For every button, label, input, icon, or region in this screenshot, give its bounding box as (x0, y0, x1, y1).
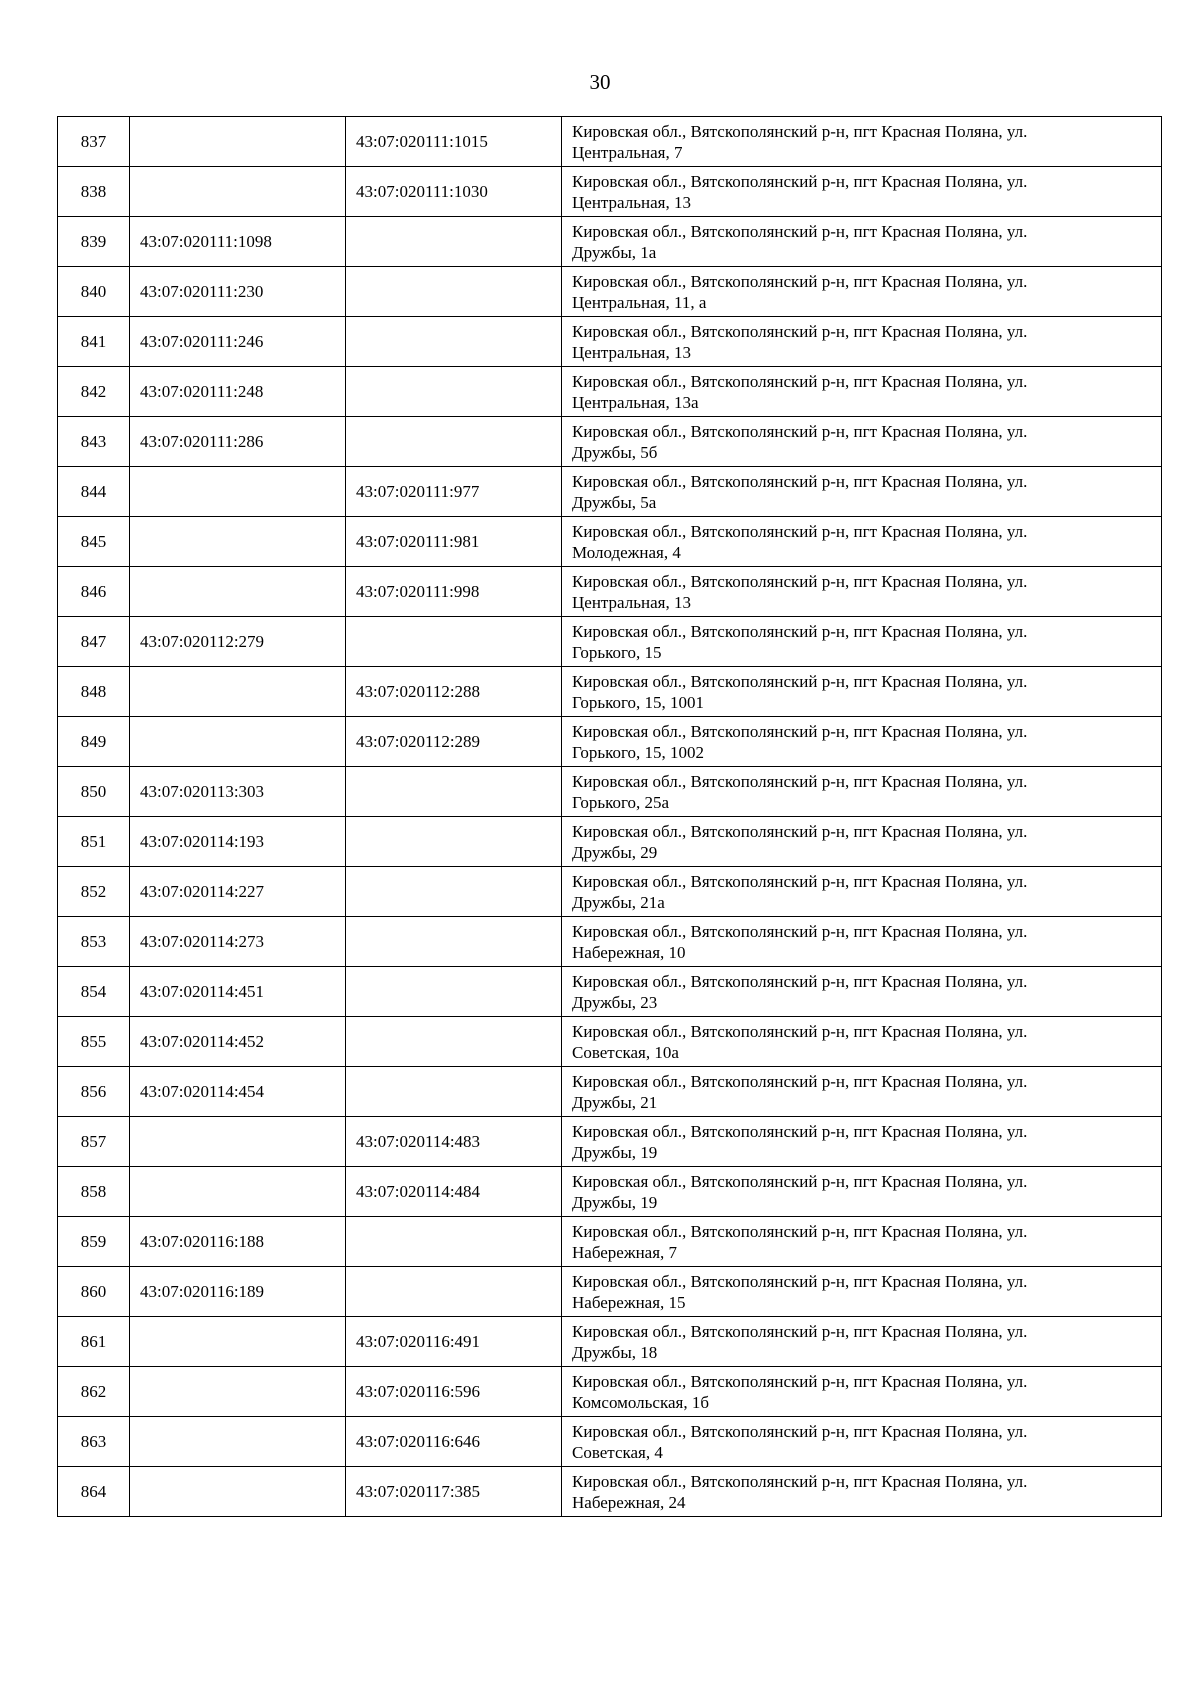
cadastral-number-b-cell: 43:07:020112:288 (346, 667, 562, 717)
cadastral-number-b-cell (346, 1267, 562, 1317)
address-line-2: Горького, 15, 1001 (572, 692, 705, 712)
cadastral-number-b-cell (346, 417, 562, 467)
row-number-cell: 860 (58, 1267, 130, 1317)
table-row (58, 167, 1162, 217)
address-line-1: Кировская обл., Вятскополянский р-н, пгт Красная Поляна, ул. (572, 1271, 1028, 1291)
address-cell (562, 317, 1162, 367)
table-row (58, 467, 1162, 517)
cadastral-number-b-cell: 43:07:020111:998 (346, 567, 562, 617)
cadastral-number-b-cell: 43:07:020116:646 (346, 1417, 562, 1467)
address-cell (562, 817, 1162, 867)
cadastral-number-a-cell (130, 467, 346, 517)
cadastral-number-a-cell: 43:07:020112:279 (130, 617, 346, 667)
address-line-2: Дружбы, 23 (572, 992, 658, 1012)
table-row (58, 1417, 1162, 1467)
address-line-2: Дружбы, 1а (572, 242, 657, 262)
address-line-2: Дружбы, 21 (572, 1092, 658, 1112)
address-cell (562, 417, 1162, 467)
address-cell (562, 467, 1162, 517)
address-line-2: Центральная, 13а (572, 392, 699, 412)
cadastral-number-b-cell: 43:07:020111:981 (346, 517, 562, 567)
cadastral-number-a-cell: 43:07:020111:246 (130, 317, 346, 367)
cadastral-number-a-cell (130, 1317, 346, 1367)
table-row (58, 517, 1162, 567)
address-line-1: Кировская обл., Вятскополянский р-н, пгт Красная Поляна, ул. (572, 621, 1028, 641)
cadastral-number-b-cell (346, 367, 562, 417)
cadastral-number-a-cell: 43:07:020111:230 (130, 267, 346, 317)
address-line-1: Кировская обл., Вятскополянский р-н, пгт Красная Поляна, ул. (572, 271, 1028, 291)
cadastral-number-b-cell: 43:07:020111:977 (346, 467, 562, 517)
table-row (58, 1217, 1162, 1267)
address-cell (562, 717, 1162, 767)
row-number-cell: 848 (58, 667, 130, 717)
cadastral-number-b-cell: 43:07:020116:596 (346, 1367, 562, 1417)
cadastral-number-b-cell: 43:07:020111:1030 (346, 167, 562, 217)
address-cell (562, 617, 1162, 667)
table-row (58, 367, 1162, 417)
address-line-1: Кировская обл., Вятскополянский р-н, пгт Красная Поляна, ул. (572, 821, 1028, 841)
address-line-2: Дружбы, 18 (572, 1342, 658, 1362)
cadastral-number-a-cell (130, 1467, 346, 1517)
cadastral-number-a-cell: 43:07:020114:454 (130, 1067, 346, 1117)
address-line-2: Дружбы, 19 (572, 1192, 658, 1212)
cadastral-number-b-cell (346, 617, 562, 667)
address-cell (562, 1317, 1162, 1367)
table-row (58, 1017, 1162, 1067)
cadastral-number-a-cell: 43:07:020114:227 (130, 867, 346, 917)
cadastral-number-b-cell: 43:07:020111:1015 (346, 117, 562, 167)
table-row (58, 867, 1162, 917)
address-cell (562, 1417, 1162, 1467)
address-line-2: Набережная, 7 (572, 1242, 678, 1262)
page-number: 30 (589, 70, 611, 94)
table-row (58, 917, 1162, 967)
address-cell (562, 167, 1162, 217)
cadastral-number-b-cell (346, 917, 562, 967)
address-cell (562, 1217, 1162, 1267)
address-line-2: Советская, 10а (572, 1042, 679, 1062)
table-row (58, 267, 1162, 317)
address-line-1: Кировская обл., Вятскополянский р-н, пгт Красная Поляна, ул. (572, 571, 1028, 591)
cadastral-number-a-cell (130, 517, 346, 567)
registry-table (57, 116, 1162, 1517)
address-line-1: Кировская обл., Вятскополянский р-н, пгт Красная Поляна, ул. (572, 1171, 1028, 1191)
row-number-cell: 854 (58, 967, 130, 1017)
address-line-2: Советская, 4 (572, 1442, 663, 1462)
address-line-2: Горького, 15, 1002 (572, 742, 705, 762)
address-cell (562, 667, 1162, 717)
address-cell (562, 1167, 1162, 1217)
row-number-cell: 837 (58, 117, 130, 167)
address-line-2: Центральная, 13 (572, 592, 691, 612)
table-row (58, 617, 1162, 667)
row-number-cell: 845 (58, 517, 130, 567)
row-number-cell: 855 (58, 1017, 130, 1067)
address-line-2: Дружбы, 5б (572, 442, 658, 462)
address-line-2: Набережная, 24 (572, 1492, 686, 1512)
cadastral-number-a-cell: 43:07:020114:452 (130, 1017, 346, 1067)
address-line-1: Кировская обл., Вятскополянский р-н, пгт Красная Поляна, ул. (572, 521, 1028, 541)
row-number-cell: 851 (58, 817, 130, 867)
cadastral-number-a-cell: 43:07:020114:193 (130, 817, 346, 867)
cadastral-number-a-cell: 43:07:020113:303 (130, 767, 346, 817)
address-line-1: Кировская обл., Вятскополянский р-н, пгт Красная Поляна, ул. (572, 921, 1028, 941)
row-number-cell: 850 (58, 767, 130, 817)
address-line-2: Горького, 15 (572, 642, 662, 662)
address-line-1: Кировская обл., Вятскополянский р-н, пгт Красная Поляна, ул. (572, 871, 1028, 891)
address-line-2: Центральная, 13 (572, 192, 691, 212)
cadastral-number-a-cell (130, 167, 346, 217)
address-line-2: Набережная, 15 (572, 1292, 686, 1312)
cadastral-number-b-cell (346, 767, 562, 817)
address-cell (562, 767, 1162, 817)
registry-table-body (58, 117, 1162, 1517)
table-row (58, 817, 1162, 867)
address-cell (562, 267, 1162, 317)
row-number-cell: 861 (58, 1317, 130, 1367)
address-cell (562, 117, 1162, 167)
address-line-2: Молодежная, 4 (572, 542, 681, 562)
address-cell (562, 1117, 1162, 1167)
cadastral-number-b-cell (346, 1067, 562, 1117)
address-line-2: Комсомольская, 1б (572, 1392, 709, 1412)
cadastral-number-a-cell: 43:07:020111:248 (130, 367, 346, 417)
row-number-cell: 849 (58, 717, 130, 767)
address-cell (562, 217, 1162, 267)
address-line-1: Кировская обл., Вятскополянский р-н, пгт Красная Поляна, ул. (572, 1371, 1028, 1391)
address-line-2: Дружбы, 5а (572, 492, 657, 512)
address-cell (562, 517, 1162, 567)
cadastral-number-a-cell (130, 567, 346, 617)
cadastral-number-a-cell: 43:07:020111:1098 (130, 217, 346, 267)
cadastral-number-a-cell (130, 1417, 346, 1467)
address-line-1: Кировская обл., Вятскополянский р-н, пгт Красная Поляна, ул. (572, 1021, 1028, 1041)
address-line-1: Кировская обл., Вятскополянский р-н, пгт Красная Поляна, ул. (572, 1221, 1028, 1241)
table-row (58, 1267, 1162, 1317)
cadastral-number-a-cell (130, 1117, 346, 1167)
table-row (58, 567, 1162, 617)
table-row (58, 1367, 1162, 1417)
row-number-cell: 847 (58, 617, 130, 667)
address-cell (562, 1367, 1162, 1417)
row-number-cell: 856 (58, 1067, 130, 1117)
row-number-cell: 858 (58, 1167, 130, 1217)
address-line-1: Кировская обл., Вятскополянский р-н, пгт Красная Поляна, ул. (572, 1471, 1028, 1491)
address-line-1: Кировская обл., Вятскополянский р-н, пгт Красная Поляна, ул. (572, 1321, 1028, 1341)
cadastral-number-b-cell: 43:07:020114:484 (346, 1167, 562, 1217)
row-number-cell: 864 (58, 1467, 130, 1517)
table-row (58, 1167, 1162, 1217)
address-line-1: Кировская обл., Вятскополянский р-н, пгт Красная Поляна, ул. (572, 121, 1028, 141)
address-cell (562, 967, 1162, 1017)
cadastral-number-b-cell (346, 1217, 562, 1267)
address-line-1: Кировская обл., Вятскополянский р-н, пгт Красная Поляна, ул. (572, 1071, 1028, 1091)
address-line-1: Кировская обл., Вятскополянский р-н, пгт Красная Поляна, ул. (572, 1421, 1028, 1441)
address-line-1: Кировская обл., Вятскополянский р-н, пгт Красная Поляна, ул. (572, 471, 1028, 491)
table-row (58, 717, 1162, 767)
cadastral-number-a-cell (130, 717, 346, 767)
address-line-1: Кировская обл., Вятскополянский р-н, пгт Красная Поляна, ул. (572, 671, 1028, 691)
cadastral-number-a-cell: 43:07:020111:286 (130, 417, 346, 467)
cadastral-number-a-cell: 43:07:020114:451 (130, 967, 346, 1017)
cadastral-number-a-cell (130, 667, 346, 717)
cadastral-number-a-cell (130, 1367, 346, 1417)
address-cell (562, 867, 1162, 917)
row-number-cell: 838 (58, 167, 130, 217)
cadastral-number-b-cell (346, 867, 562, 917)
cadastral-number-a-cell (130, 1167, 346, 1217)
address-line-1: Кировская обл., Вятскополянский р-н, пгт Красная Поляна, ул. (572, 321, 1028, 341)
address-cell (562, 1467, 1162, 1517)
address-line-2: Горького, 25а (572, 792, 670, 812)
address-line-2: Дружбы, 19 (572, 1142, 658, 1162)
row-number-cell: 841 (58, 317, 130, 367)
address-cell (562, 567, 1162, 617)
address-cell (562, 917, 1162, 967)
cadastral-number-a-cell: 43:07:020114:273 (130, 917, 346, 967)
row-number-cell: 853 (58, 917, 130, 967)
address-line-2: Дружбы, 29 (572, 842, 658, 862)
table-row (58, 117, 1162, 167)
table-row (58, 1067, 1162, 1117)
table-row (58, 1317, 1162, 1367)
cadastral-number-b-cell: 43:07:020117:385 (346, 1467, 562, 1517)
address-line-2: Центральная, 13 (572, 342, 691, 362)
table-row (58, 1117, 1162, 1167)
cadastral-number-a-cell (130, 117, 346, 167)
row-number-cell: 840 (58, 267, 130, 317)
cadastral-number-b-cell (346, 317, 562, 367)
cadastral-number-b-cell (346, 217, 562, 267)
address-line-1: Кировская обл., Вятскополянский р-н, пгт Красная Поляна, ул. (572, 1121, 1028, 1141)
cadastral-number-a-cell: 43:07:020116:188 (130, 1217, 346, 1267)
address-line-1: Кировская обл., Вятскополянский р-н, пгт Красная Поляна, ул. (572, 971, 1028, 991)
address-line-2: Центральная, 7 (572, 142, 683, 162)
table-row (58, 217, 1162, 267)
address-line-1: Кировская обл., Вятскополянский р-н, пгт Красная Поляна, ул. (572, 221, 1028, 241)
address-line-2: Дружбы, 21а (572, 892, 665, 912)
address-line-1: Кировская обл., Вятскополянский р-н, пгт Красная Поляна, ул. (572, 771, 1028, 791)
table-row (58, 417, 1162, 467)
address-line-1: Кировская обл., Вятскополянский р-н, пгт Красная Поляна, ул. (572, 721, 1028, 741)
cadastral-number-b-cell: 43:07:020116:491 (346, 1317, 562, 1367)
row-number-cell: 842 (58, 367, 130, 417)
address-line-2: Набережная, 10 (572, 942, 686, 962)
cadastral-number-b-cell: 43:07:020112:289 (346, 717, 562, 767)
address-line-1: Кировская обл., Вятскополянский р-н, пгт Красная Поляна, ул. (572, 371, 1028, 391)
row-number-cell: 859 (58, 1217, 130, 1267)
table-row (58, 1467, 1162, 1517)
cadastral-number-b-cell (346, 267, 562, 317)
cadastral-number-b-cell: 43:07:020114:483 (346, 1117, 562, 1167)
cadastral-number-b-cell (346, 967, 562, 1017)
address-cell (562, 367, 1162, 417)
address-cell (562, 1067, 1162, 1117)
row-number-cell: 862 (58, 1367, 130, 1417)
row-number-cell: 839 (58, 217, 130, 267)
row-number-cell: 863 (58, 1417, 130, 1467)
address-line-1: Кировская обл., Вятскополянский р-н, пгт Красная Поляна, ул. (572, 421, 1028, 441)
cadastral-number-a-cell: 43:07:020116:189 (130, 1267, 346, 1317)
row-number-cell: 844 (58, 467, 130, 517)
row-number-cell: 857 (58, 1117, 130, 1167)
table-row (58, 317, 1162, 367)
row-number-cell: 843 (58, 417, 130, 467)
row-number-cell: 846 (58, 567, 130, 617)
address-line-2: Центральная, 11, а (572, 292, 707, 312)
address-cell (562, 1267, 1162, 1317)
row-number-cell: 852 (58, 867, 130, 917)
cadastral-number-b-cell (346, 1017, 562, 1067)
table-row (58, 967, 1162, 1017)
table-row (58, 767, 1162, 817)
address-cell (562, 1017, 1162, 1067)
table-row (58, 667, 1162, 717)
cadastral-number-b-cell (346, 817, 562, 867)
address-line-1: Кировская обл., Вятскополянский р-н, пгт Красная Поляна, ул. (572, 171, 1028, 191)
